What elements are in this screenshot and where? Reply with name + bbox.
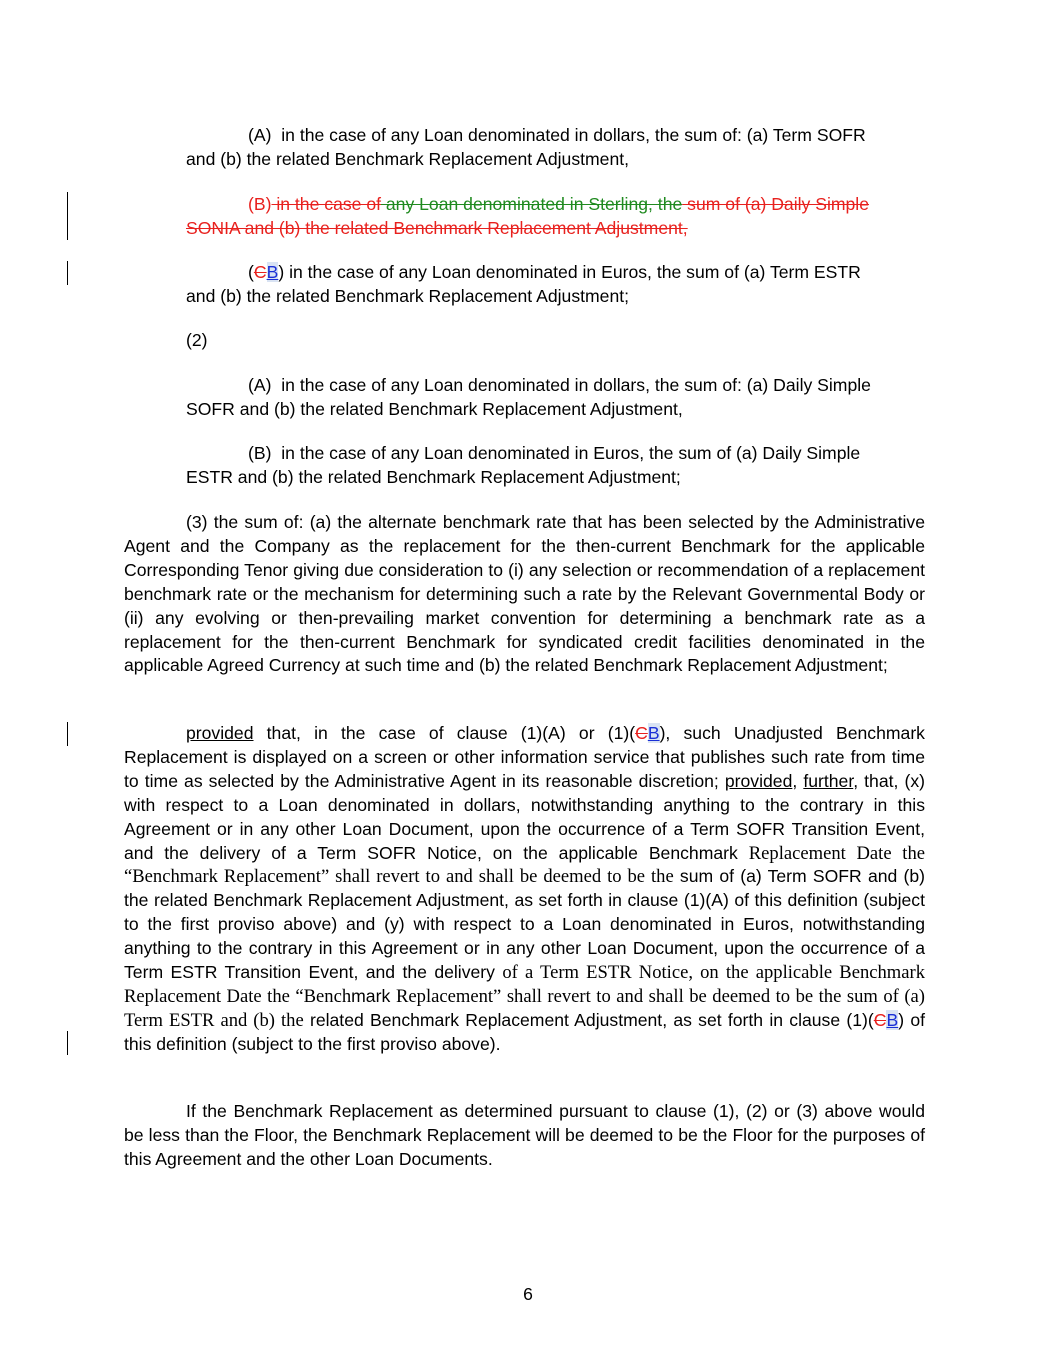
proviso-text: of a Term ESTR Notice, on the applicable Benchmark Replacement Date the “Bench	[124, 962, 925, 1007]
clause-2a-label: (A)	[248, 375, 272, 395]
clause-1a-text-2: and (b) the related Benchmark Replacement Adjustment,	[186, 148, 630, 169]
clause-2b	[186, 442, 946, 490]
proviso-text: related Benchmark Replacement Adjustment, as set forth in clause (1)(	[303, 1009, 874, 1030]
change-bar-1b	[67, 192, 68, 240]
moved-deleted-text: any Loan denominated in Sterling, the	[381, 194, 683, 214]
clause-1a-label: (A)	[248, 125, 272, 145]
inserted-letter: B	[266, 262, 279, 282]
clause-2-heading: (2)	[186, 330, 208, 350]
clause-1b-label: (B)	[248, 194, 272, 214]
clause-2b-text-2: ESTR and (b) the related Benchmark Replacement Adjustment;	[186, 466, 681, 487]
further-term: further	[803, 770, 854, 791]
clause-2b-text: in the case of any Loan denominated in Euros, the sum of (a) Daily Simple	[281, 443, 861, 463]
clause-1c-text: ) in the case of any Loan denominated in Euros, the sum of (a) Term ESTR	[278, 262, 861, 282]
clause-1c-text-2: and (b) the related Benchmark Replacement Adjustment;	[186, 285, 630, 306]
proviso-paragraph	[124, 722, 925, 1057]
deleted-text: sum of (a) Daily Simple	[682, 194, 870, 214]
proviso-text: ,	[792, 770, 804, 791]
paren-open: (	[248, 262, 254, 282]
deleted-text-line-2: SONIA and (b) the related Benchmark Replacement Adjustment,	[186, 217, 688, 238]
provided-term: provided	[186, 723, 254, 743]
inserted-letter: B	[647, 723, 660, 743]
provided-term: provided	[724, 770, 793, 791]
inserted-letter: B	[886, 1009, 899, 1030]
proviso-text: ) of this definition (subject to the first proviso above).	[124, 1009, 926, 1054]
proviso-text: ), such Unadjusted Benchmark Replacement is displayed on a screen or other information service that publishes such rate from time to time as selected by the Administrative Agent in its reasonable discretion;	[124, 723, 925, 791]
deleted-letter: C	[635, 723, 648, 743]
clause-1a	[186, 124, 946, 172]
proviso-text: that, in the case of clause (1)(A) or (1)(	[253, 723, 636, 743]
deleted-letter: C	[873, 1009, 887, 1030]
change-bar-proviso-end	[67, 1031, 68, 1055]
proviso-text: Replacement” shall revert to and shall be deemed to be the sum of (a) Term ESTR and (b) the	[124, 985, 925, 1031]
clause-1a-text: in the case of any Loan denominated in dollars, the sum of: (a) Term SOFR	[281, 125, 866, 145]
change-bar-1c	[67, 261, 68, 285]
clause-1c	[186, 261, 946, 309]
deleted-text: in the case of	[271, 194, 381, 214]
proviso-text: , that, (x) with respect to a Loan denominated in dollars, notwithstanding anything to the contrary in this Agreement or in any other Loan Document, upon the occurrence of a Term SOFR Transition Event, and the delivery of a Term SOFR Notice, on the applicable Benchmark	[124, 770, 925, 863]
deleted-letter: C	[253, 262, 267, 282]
proviso-text: Replacement Date the “Benchmark Replacement” shall revert to and shall be deemed to be the	[124, 842, 926, 888]
page-number: 6	[523, 1284, 533, 1304]
proviso-text: sum of (a) Term SOFR and (b) the related Benchmark Replacement Adjustment, as set forth in clause (1)(A) of this definition (subject to the first proviso above) and (y) with respect to a Loan denominated in Euros, notwithstanding anything to the contrary in this Agreement or in any other Loan Document, upon the occurrence of a Term ESTR Transition Event, and the delivery	[124, 866, 925, 983]
clause-2a-text: in the case of any Loan denominated in dollars, the sum of: (a) Daily Simple	[281, 375, 871, 395]
clause-2b-label: (B)	[248, 443, 272, 463]
clause-1b-deleted	[186, 193, 946, 241]
clause-2a	[186, 374, 946, 422]
clause-2a-text-2: SOFR and (b) the related Benchmark Replacement Adjustment,	[186, 398, 683, 419]
floor-paragraph: If the Benchmark Replacement as determined pursuant to clause (1), (2) or (3) above would be less than the Floor, the Benchmark Replacement will be deemed to be the Floor for the purposes of this Agreement and the other Loan Documents.	[124, 1101, 925, 1169]
clause-3: (3) the sum of: (a) the alternate benchmark rate that has been selected by the Administrative Agent and the Company as the replacement for the then-current Benchmark for the applicable Corresponding Tenor giving due consideration to (i) any selection or recommendation of a replacement benchmark rate or the mechanism for determining such a rate by the Relevant Governmental Body or (ii) any evolving or then-prevailing market convention for determining a benchmark rate as a replacement for the then-current Benchmark for syndicated credit facilities denominated in the applicable Agreed Currency at such time and (b) the related Benchmark Replacement Adjustment;	[124, 512, 925, 676]
change-bar-proviso	[67, 722, 68, 746]
proviso-text: mark	[351, 985, 396, 1006]
